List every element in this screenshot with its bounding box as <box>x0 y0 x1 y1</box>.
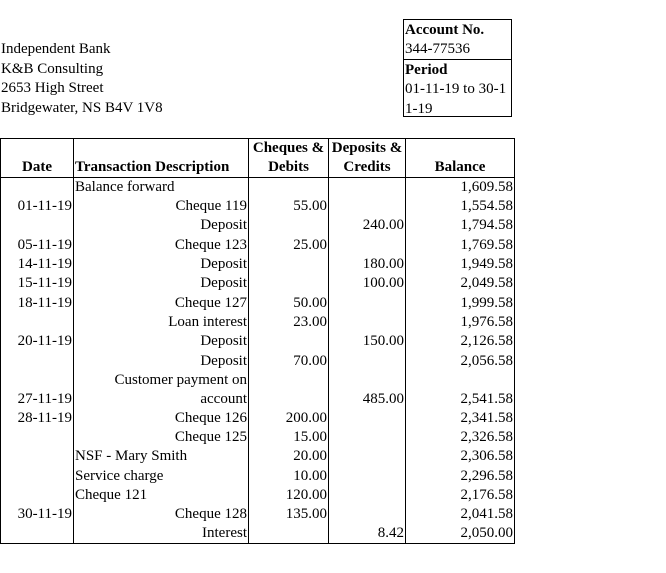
date-cell: 01-11-19 <box>1 197 74 216</box>
table-row <box>1 351 515 370</box>
header-cheques: Cheques & Debits <box>249 139 329 178</box>
account-number-value: 344-77536 <box>405 41 470 57</box>
date-cell: 28-11-19 <box>1 409 74 428</box>
date-cell: 18-11-19 <box>1 293 74 312</box>
description-text: Customer payment on account <box>114 371 247 407</box>
account-number-label: Account No. <box>405 22 485 38</box>
balance-cell: 2,341.58 <box>406 409 515 428</box>
deposits-cell: 180.00 <box>329 255 406 274</box>
cheques-cell: 10.00 <box>249 467 329 486</box>
date-cell <box>1 428 74 447</box>
balance-cell: 1,976.58 <box>406 313 515 332</box>
deposits-cell: 100.00 <box>329 274 406 293</box>
transaction-table <box>0 138 515 544</box>
period-section <box>404 60 511 119</box>
balance-cell: 2,176.58 <box>406 486 515 505</box>
account-number-section <box>404 20 511 60</box>
balance-cell: 2,541.58 <box>406 371 515 409</box>
date-cell: 27-11-19 <box>1 371 74 409</box>
account-info-box <box>403 19 512 117</box>
table-row <box>1 236 515 255</box>
cheques-cell: 25.00 <box>249 236 329 255</box>
date-cell <box>1 178 74 198</box>
balance-cell: 2,326.58 <box>406 428 515 447</box>
balance-cell: 1,949.58 <box>406 255 515 274</box>
date-cell: 14-11-19 <box>1 255 74 274</box>
cheques-cell <box>249 178 329 198</box>
cheques-cell: 70.00 <box>249 351 329 370</box>
table-row <box>1 313 515 332</box>
table-row <box>1 447 515 466</box>
balance-cell: 2,306.58 <box>406 447 515 466</box>
table-row <box>1 178 515 198</box>
date-cell <box>1 524 74 544</box>
balance-cell: 1,794.58 <box>406 216 515 235</box>
description-cell: NSF - Mary Smith <box>74 447 249 466</box>
table-row <box>1 409 515 428</box>
cheques-cell: 55.00 <box>249 197 329 216</box>
description-cell: Deposit <box>74 351 249 370</box>
description-cell: Loan interest <box>74 313 249 332</box>
balance-cell: 1,769.58 <box>406 236 515 255</box>
cheques-cell <box>249 216 329 235</box>
period-label: Period <box>405 62 448 78</box>
description-cell: Cheque 128 <box>74 505 249 524</box>
deposits-cell <box>329 313 406 332</box>
cheques-cell <box>249 274 329 293</box>
header-balance: Balance <box>406 139 515 178</box>
description-cell: Cheque 123 <box>74 236 249 255</box>
description-cell <box>74 371 249 409</box>
description-cell: Cheque 126 <box>74 409 249 428</box>
bank-name: Independent Bank <box>1 41 111 57</box>
deposits-cell <box>329 467 406 486</box>
cheques-cell <box>249 524 329 544</box>
period-value: 01-11-19 to 30-11-19 <box>405 81 507 117</box>
cheques-cell <box>249 371 329 409</box>
table-row <box>1 197 515 216</box>
deposits-cell: 485.00 <box>329 371 406 409</box>
description-cell: Cheque 125 <box>74 428 249 447</box>
date-cell: 20-11-19 <box>1 332 74 351</box>
date-cell <box>1 486 74 505</box>
deposits-cell <box>329 486 406 505</box>
date-cell <box>1 216 74 235</box>
balance-cell: 2,056.58 <box>406 351 515 370</box>
bank-address-block <box>1 40 163 118</box>
description-cell: Deposit <box>74 332 249 351</box>
description-cell: Service charge <box>74 467 249 486</box>
client-city: Bridgewater, NS B4V 1V8 <box>1 99 163 116</box>
description-cell: Balance forward <box>74 178 249 198</box>
balance-cell: 1,554.58 <box>406 197 515 216</box>
balance-cell: 1,999.58 <box>406 293 515 312</box>
client-street: 2653 High Street <box>1 80 104 96</box>
balance-cell: 1,609.58 <box>406 178 515 198</box>
cheques-cell: 135.00 <box>249 505 329 524</box>
date-cell <box>1 313 74 332</box>
cheques-cell: 200.00 <box>249 409 329 428</box>
balance-cell: 2,126.58 <box>406 332 515 351</box>
table-row <box>1 428 515 447</box>
balance-cell: 2,050.00 <box>406 524 515 544</box>
table-row <box>1 274 515 293</box>
date-cell <box>1 447 74 466</box>
table-row <box>1 467 515 486</box>
deposits-cell <box>329 178 406 198</box>
deposits-cell <box>329 447 406 466</box>
description-cell: Cheque 121 <box>74 486 249 505</box>
description-cell: Interest <box>74 524 249 544</box>
deposits-cell: 150.00 <box>329 332 406 351</box>
table-row <box>1 255 515 274</box>
description-cell: Cheque 119 <box>74 197 249 216</box>
table-row <box>1 371 515 409</box>
date-cell <box>1 467 74 486</box>
transaction-rows <box>1 178 515 544</box>
cheques-cell: 15.00 <box>249 428 329 447</box>
cheques-cell: 50.00 <box>249 293 329 312</box>
deposits-cell: 240.00 <box>329 216 406 235</box>
balance-cell: 2,049.58 <box>406 274 515 293</box>
deposits-cell <box>329 428 406 447</box>
header-deposits: Deposits & Credits <box>329 139 406 178</box>
table-row <box>1 332 515 351</box>
date-cell: 30-11-19 <box>1 505 74 524</box>
table-row <box>1 293 515 312</box>
header-description: Transaction Description <box>74 139 249 178</box>
deposits-cell <box>329 293 406 312</box>
header-date: Date <box>1 139 74 178</box>
deposits-cell <box>329 351 406 370</box>
deposits-cell <box>329 236 406 255</box>
deposits-cell <box>329 197 406 216</box>
cheques-cell <box>249 332 329 351</box>
description-cell: Deposit <box>74 274 249 293</box>
table-header-row <box>1 139 515 178</box>
cheques-cell <box>249 255 329 274</box>
table-row <box>1 486 515 505</box>
description-cell: Deposit <box>74 255 249 274</box>
cheques-cell: 20.00 <box>249 447 329 466</box>
table-row <box>1 524 515 544</box>
date-cell <box>1 351 74 370</box>
description-cell: Cheque 127 <box>74 293 249 312</box>
description-cell: Deposit <box>74 216 249 235</box>
balance-cell: 2,041.58 <box>406 505 515 524</box>
table-row <box>1 216 515 235</box>
deposits-cell: 8.42 <box>329 524 406 544</box>
table-row <box>1 505 515 524</box>
balance-cell: 2,296.58 <box>406 467 515 486</box>
deposits-cell <box>329 409 406 428</box>
deposits-cell <box>329 505 406 524</box>
date-cell: 15-11-19 <box>1 274 74 293</box>
date-cell: 05-11-19 <box>1 236 74 255</box>
cheques-cell: 120.00 <box>249 486 329 505</box>
client-name: K&B Consulting <box>1 60 104 77</box>
cheques-cell: 23.00 <box>249 313 329 332</box>
